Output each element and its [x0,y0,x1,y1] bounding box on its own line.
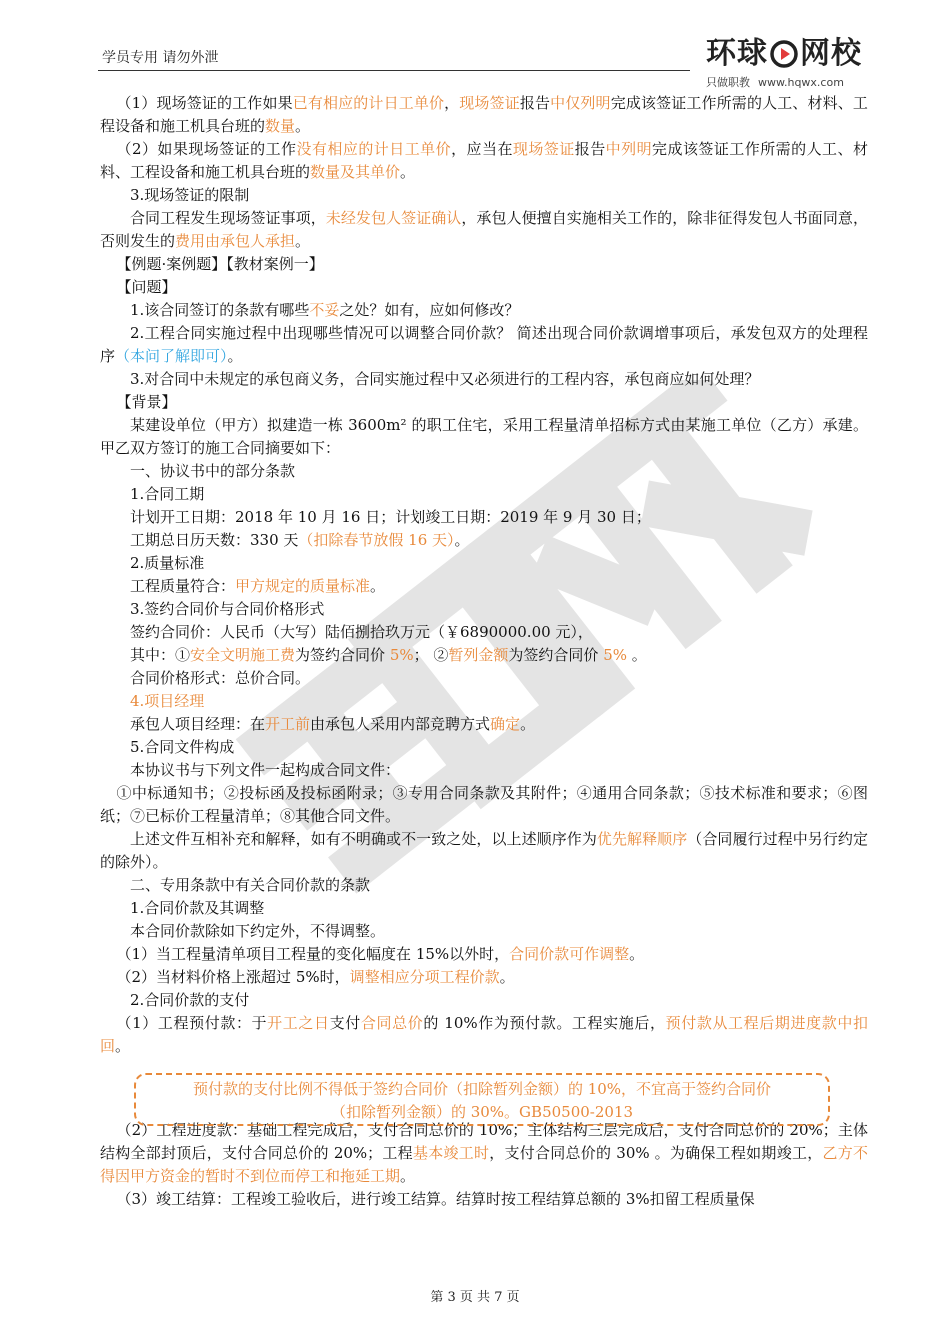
section-heading [100,184,868,207]
clause-heading [100,483,868,506]
section-heading [100,874,868,897]
text-run: 【例题·案例题】【教材案例一】 [116,255,324,273]
text-run: 由承包人采用内部竞聘方式 [310,715,491,733]
paragraph [100,828,868,874]
text-run: 上述文件互相补充和解释，如有不明确或不一致之处，以上述顺序作为 [130,830,597,848]
example-heading [100,253,868,276]
text-run: 的 10%作为预付款。工程实施后， [423,1014,666,1032]
clause-text [100,667,868,690]
text-run: （3）竣工结算：工程竣工验收后，进行竣工结算。结算时按工程结算总额的 3%扣留工程质量保 [116,1190,755,1208]
highlight-text: 合同总价 [360,1014,424,1032]
paragraph [100,207,868,253]
highlight-text: 5% [389,646,414,664]
document-body [100,92,868,1211]
text-run: 。 [227,347,243,365]
paragraph [100,92,868,138]
clause-heading [100,736,868,759]
text-run: 某建设单位（甲方）拟建造一栋 3600m² 的职工住宅，采用工程量清单招标方式由某施工单位（乙方）承建。甲乙双方签订的施工合同摘要如下： [100,416,868,457]
text-run: 其中：① [130,646,191,664]
text-run: 为签约合同价 [508,646,604,664]
header-rule [98,70,690,71]
text-run: 之处？如有，应如何修改？ [339,301,520,319]
text-run: 本合同价款除如下约定外，不得调整。 [130,922,386,940]
highlight-text: 现场签证 [512,140,575,158]
background-heading [100,391,868,414]
clause-text [100,943,868,966]
clause-text [100,759,868,782]
highlight-text: 调整相应分项工程价款 [349,968,500,986]
question-item [100,368,868,391]
highlight-text: （本问了解即可） [115,347,228,365]
text-run: ； ② [413,646,449,664]
text-run: 为签约合同价 [295,646,390,664]
highlight-text: （扣除春节放假 16 天） [298,531,455,549]
text-run: 。 [370,577,386,595]
text-run: 。 [626,646,647,664]
text-run: 。 [454,531,470,549]
text-run: 本协议书与下列文件一起构成合同文件： [130,761,401,779]
text-run: （1）当工程量清单项目工程量的变化幅度在 15%以外时， [116,945,510,963]
text-run: ，应当在 [451,140,513,158]
text-run: 完成该签证工作所需的人工、材料、工程设备和施工机具台班的 [100,94,868,135]
text-run: （1）现场签证的工作如果 [116,94,293,112]
text-run: 。 [400,1167,416,1185]
clause-text [100,1012,868,1058]
highlight-text: 甲方规定的质量标准 [235,577,371,595]
clause-text [100,1119,868,1188]
text-run: 签约合同价：人民币（大写）陆佰捌拾玖万元（￥6890000.00 元）， [130,623,593,641]
question-heading [100,276,868,299]
text-run: 。 [629,945,645,963]
logo-play-icon [769,39,799,69]
clause-text [100,644,868,667]
page-footer: 第 3 页 共 7 页 [430,1290,520,1305]
paragraph [100,414,868,460]
text-run: 3.对合同中未规定的承包商义务，合同实施过程中又必须进行的工程内容，承包商应如何处理？ [130,370,760,388]
clause-text [100,575,868,598]
text-run: ，承包人便擅自实施相关工作的，除非征得发包人书面同意，否则发生的 [100,209,868,250]
text-run: （2）如果现场签证的工作 [116,140,297,158]
text-run: 报告 [574,140,606,158]
text-run: 1.该合同签订的条款有哪些 [130,301,310,319]
clause-heading [100,690,868,713]
clause-text [100,713,868,736]
text-run: 。 [295,117,311,135]
text-run: 工期总日历天数：330 天 [130,531,299,549]
clause-heading [100,552,868,575]
highlight-text: 数量 [265,117,296,135]
note-callout [134,1073,830,1126]
callout-line: （扣除暂列金额）的 30%。GB50500-2013 [330,1103,634,1121]
text-run: 。 [115,1037,131,1055]
text-run: 1.合同价款及其调整 [130,899,265,917]
highlight-text: 基本竣工时 [412,1144,490,1162]
question-item [100,299,868,322]
highlight-text: 优先解释顺序 [596,830,688,848]
highlight-text: 预付款从工程后期进度款中扣回 [100,1014,868,1055]
text-run: 2.合同价款的支付 [130,991,250,1009]
highlight-text: 安全文明施工费 [190,646,296,664]
text-run: （1）工程预付款：于 [116,1014,268,1032]
text-run: （2）当材料价格上涨超过 5%时， [116,968,350,986]
text-run: 2.工程合同实施过程中出现哪些情况可以调整合同价款？ 简述出现合同价款调增事项后，承发包双方的处理程序 [100,324,868,365]
clause-heading [100,897,868,920]
highlight-text: 5% [603,646,627,664]
text-run: 1.合同工期 [130,485,205,503]
text-run: 完成该签证工作所需的人工、材料、工程设备和施工机具台班的 [100,140,868,181]
logo-url: www.hqwx.com [758,76,844,89]
highlight-text: 开工前 [265,715,311,733]
text-run: （2）工程进度款：基础工程完成后，支付合同总价的 10%；主体结构三层完成后，支付合同总价的 20%；主体结构全部封顶后，支付合同总价的 20%；工程 [100,1121,868,1162]
text-run: ， [444,94,460,112]
hqwx-logo [706,36,876,98]
text-run: 【背景】 [116,393,177,411]
logo-brand-a: 环球 [706,36,768,71]
text-run: 报告 [519,94,551,112]
clause-text [100,529,868,552]
highlight-text: 暂列金额 [448,646,509,664]
highlight-text: 4.项目经理 [130,692,205,710]
question-item [100,322,868,368]
text-run: 一、协议书中的部分条款 [130,462,296,480]
highlight-text: 中仅列明 [550,94,611,112]
clause-text [100,621,868,644]
highlight-text: 确定 [490,715,521,733]
highlight-text: 合同价款可作调整 [509,945,630,963]
text-run: 合同价格形式：总价合同。 [130,669,311,687]
logo-brand-b: 网校 [800,36,862,71]
highlight-text: 没有相应的计日工单价 [296,140,452,158]
section-heading [100,460,868,483]
text-run: ，支付合同总价的 30% 。为确保工程如期竣工， [489,1144,823,1162]
header-note: 学员专用 请勿外泄 [102,50,219,66]
clause-text [100,506,868,529]
highlight-text: 未经发包人签证确认 [325,209,462,227]
clause-text [100,1188,868,1211]
highlight-text: 中列明 [605,140,653,158]
text-run: 。 [520,715,536,733]
highlight-text: 乙方不得因甲方资金的暂时不到位而停工和拖延工期 [100,1144,868,1185]
text-run: 计划开工日期：2018 年 10 月 16 日；计划竣工日期：2019 年 9 月 30 日； [130,508,651,526]
text-run: 。 [400,163,416,181]
logo-tagline: 只做职教 [706,76,750,89]
callout-line: 预付款的支付比例不得低于签约合同价（扣除暂列金额）的 10%，不宜高于签约合同价 [192,1080,772,1098]
clause-heading [100,598,868,621]
text-run: 5.合同文件构成 [130,738,235,756]
highlight-text: 已有相应的计日工单价 [292,94,445,112]
highlight-text: 费用由承包人承担 [175,232,296,250]
highlight-text: 数量及其单价 [310,163,401,181]
text-run: 二、专用条款中有关合同价款的条款 [130,876,371,894]
text-run: 【问题】 [116,278,177,296]
text-run: 3.现场签证的限制 [130,186,250,204]
text-run: 工程质量符合： [130,577,236,595]
text-run: 。 [499,968,515,986]
text-run: 。 [295,232,311,250]
text-run: 支付 [329,1014,361,1032]
text-run: 3.签约合同价与合同价格形式 [130,600,325,618]
highlight-text: 不妥 [309,301,340,319]
paragraph [100,138,868,184]
clause-heading [100,989,868,1012]
clause-text [100,782,868,828]
text-run: 合同工程发生现场签证事项， [130,209,326,227]
text-run: 2.质量标准 [130,554,205,572]
text-run: 承包人项目经理：在 [130,715,266,733]
text-run: ①中标通知书；②投标函及投标函附录；③专用合同条款及其附件；④通用合同条款；⑤技术标准和要求；⑥图纸；⑦已标价工程量清单；⑧其他合同文件。 [100,784,868,825]
text-run: （合同履行过程中另行约定的除外）。 [100,830,868,871]
highlight-text: 开工之日 [267,1014,330,1032]
highlight-text: 现场签证 [459,94,520,112]
clause-text [100,966,868,989]
clause-text [100,920,868,943]
